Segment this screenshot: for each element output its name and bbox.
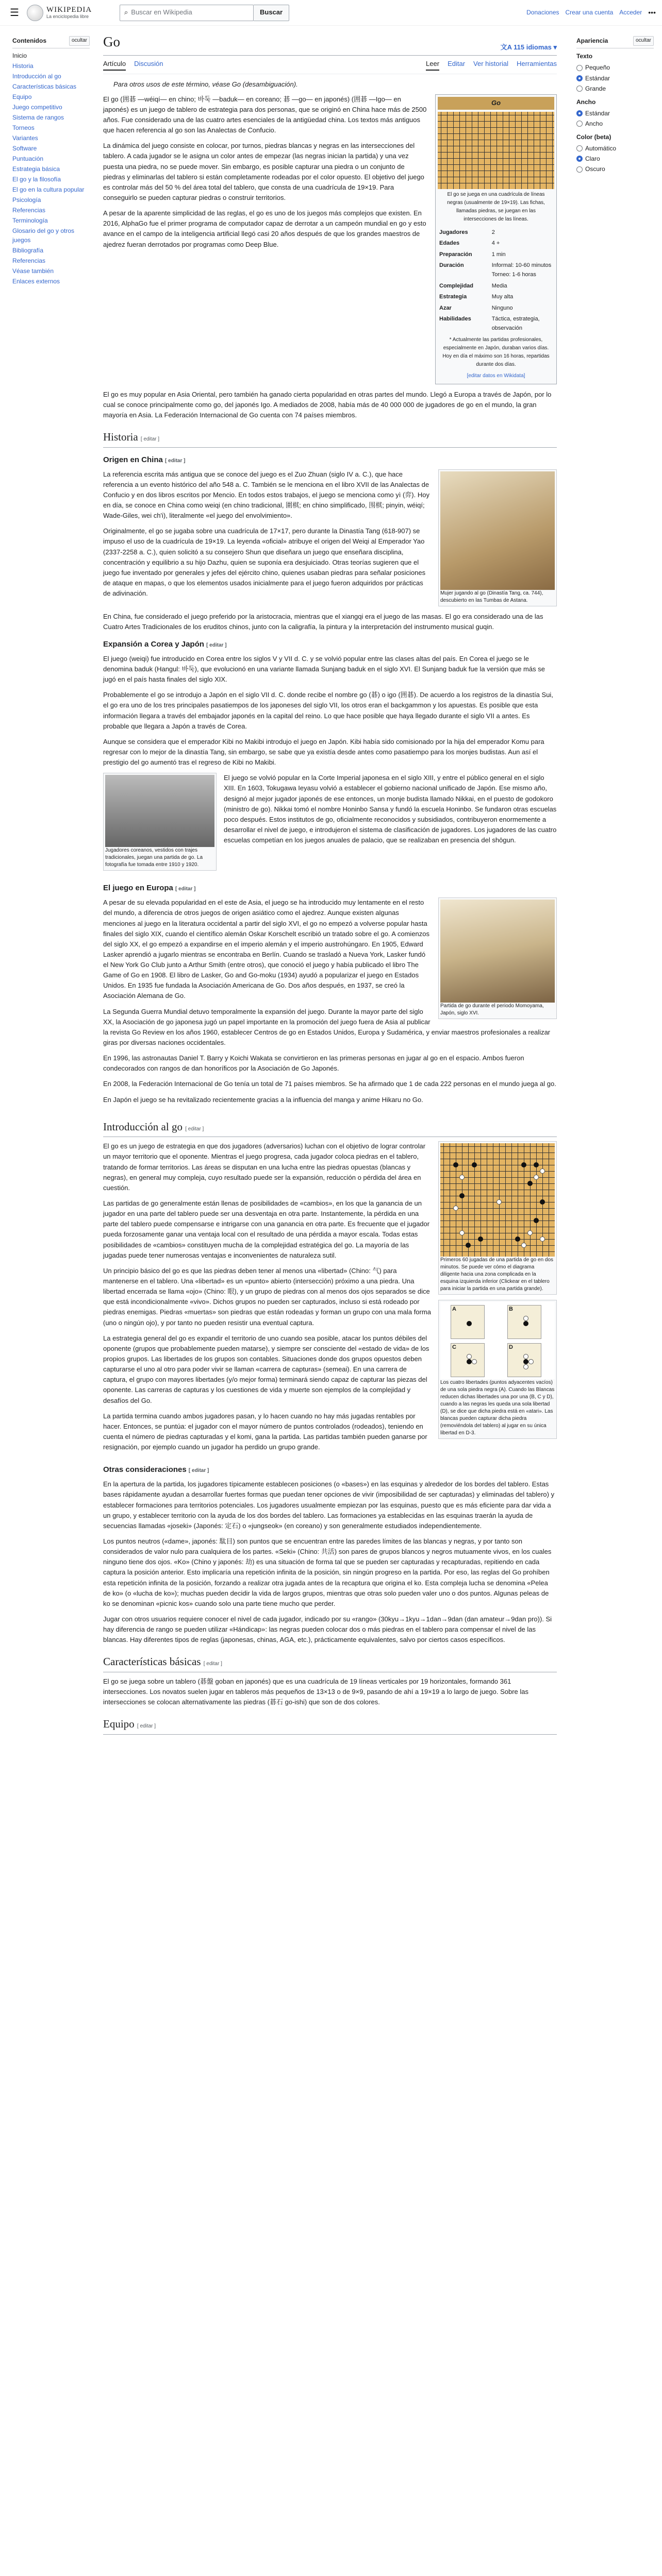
color-option[interactable] bbox=[576, 143, 654, 154]
subsection-corea bbox=[103, 638, 557, 651]
more-options-icon[interactable]: ••• bbox=[648, 8, 656, 17]
width-option[interactable] bbox=[576, 108, 654, 118]
paragraph: La partida termina cuando ambos jugadores pasan, y lo hacen cuando no hay más jugadas rentables por hacer. Entonces, se puntúa: el jugador con el mayor número de puntos controlados (rodeados), teniendo en cuenta el número de piedras capturadas y el komi, gana la partida. Las partidas también pueden ganarse por resignación, por ejemplo cuando un jugador ha perdido un grupo grande. bbox=[103, 1412, 427, 1451]
paragraph: Los puntos neutros («dame», japonés: 駄目) son puntos que se encuentran entre las paredes límites de las blancas y negras, y por tanto son considerados de valor nulo para cualquiera de los partes. «Seki» (Chino: 共活) son pares de grupos blancos y negros mutuamente vivos, en los cuales ninguno tiene dos ojos. «Ko» (Chino y japonés: 劫) es una situación de forma tal que se pueden ser capturadas y recapturadas, repitiendo en cada captura la posición anterior. Esto implicaría una repetición infinita de la posición, sin ningún progreso en la partida. Por eso, las reglas del Go prohíben esta repetición infinita de la posición, forzando a realizar otra jugada antes de la recaptura que origina el ko. Esta compleja lucha se denomina «Pelea de ko» (o «lucha de ko»); muchas pueden decidir la vida de largos grupos, mientras que otras solo pueden valer uno o dos puntos. Algunas peleas de ko se denominan «picnic kos» cuando solo una parte tiene mucho que perder. bbox=[103, 1537, 552, 1607]
figure-liberties bbox=[438, 1300, 557, 1439]
infobox-key: Estrategia bbox=[439, 294, 467, 300]
text-size-label: Texto bbox=[576, 53, 593, 60]
intro-paragraph: La dinámica del juego consiste en colocar, por turnos, piedras blancas y negras en las intersecciones del tablero. A cada jugador se le asigna un color antes de empezar (las negras inician la partida) y una vez puesta una piedra, no se puede mover. Sin embargo, es posible capturar una piedra o un conjunto de piedras y eliminarlas del tablero si están completamente rodeadas por el color opuesto. El objetivo del juego es controlar más del 50 % del área total del tablero, que consta de una cuadrícula de 19×19. Para conseguirlo se pueden capturar piedras o construir territorios. bbox=[103, 142, 424, 202]
go-stone bbox=[459, 1175, 465, 1180]
toc-item[interactable]: Enlaces externos bbox=[12, 278, 60, 285]
option-label: Oscuro bbox=[585, 165, 605, 173]
paragraph: En Japón el juego se ha revitalizado recientemente gracias a la influencia del manga y anime Hikaru no Go. bbox=[103, 1095, 423, 1104]
paragraph: Probablemente el go se introdujo a Japón en el siglo VII d. C. donde recibe el nombre go (碁) o igo (囲碁). De acuerdo a los registros de la dinastía Sui, el go era uno de los tres principales pasatiempos de los japoneses del siglo VII, los otros eran el backgammon y los apuestas. Es posible que esta información llegara a través del embajador japonés en la capital del reino. Lo que hace posible que haya llegado durante el siglo VII a antes. Es probable que llegara a Japón a través de Corea. bbox=[103, 691, 553, 730]
search-form bbox=[120, 5, 289, 21]
go-stone bbox=[534, 1162, 539, 1167]
go-stone bbox=[540, 1199, 545, 1205]
toc-item[interactable]: Véase también bbox=[12, 267, 54, 275]
tab-read[interactable]: Leer bbox=[426, 59, 439, 71]
infobox-value: 4 + bbox=[491, 240, 500, 247]
infobox-key: Preparación bbox=[439, 251, 472, 258]
infobox-key: Complejidad bbox=[439, 282, 474, 289]
paragraph: Aunque se considera que el emperador Kibi no Makibi introdujo el juego en Japón. Kibi había sido comisionado por la hija del emperador Komu para regresar con lo mejor de la dinastía Tang, sin embargo, se sabe que ya existía desde antes como pasatiempo para los monjes budistas. Aun así el prestigio del go aumentó tras el regreso de Kibi no Makibi. bbox=[103, 737, 544, 767]
panel-letter: B bbox=[509, 1306, 513, 1313]
section-caracteristicas bbox=[103, 1653, 557, 1672]
radio-button[interactable] bbox=[576, 110, 583, 116]
subsection-title: Otras consideraciones bbox=[103, 1465, 187, 1475]
appearance-header bbox=[576, 36, 654, 48]
option-label: Pequeño bbox=[585, 64, 610, 72]
text-option[interactable] bbox=[576, 73, 654, 83]
logo-tagline: La enciclopedia libre bbox=[46, 13, 89, 19]
edit-link[interactable]: [ editar ] bbox=[188, 1468, 209, 1474]
infobox-value: 2 bbox=[491, 229, 495, 235]
paragraph: Un principio básico del go es que las piedras deben tener al menos una «libertad» (Chino: 气) para mantenerse en el tablero. Una «libertad» es un «punto» abierto (intersección) próximo a una piedra. Una libertad encerrada se llama «ojo» (Chino: 眼), y un grupo de piedras con al menos dos ojos separados se dice que está incondicionalmente «vivo». Dichos grupos no pueden ser capturados, incluso si está rodeado por piedras enemigas. Piedras «muertas» son piedras que están rodeadas y forman un grupo con una mala forma (uno o ningún ojo), y por tanto no pueden resistir una eventual captura. bbox=[103, 1266, 431, 1327]
toc-item[interactable]: Estrategia básica bbox=[12, 165, 60, 173]
figure-animated-game bbox=[438, 1141, 557, 1295]
infobox-key: Duración bbox=[439, 262, 464, 269]
infobox-title: Go bbox=[438, 97, 554, 110]
black-stone bbox=[523, 1359, 528, 1364]
search-placeholder: Buscar en Wikipedia bbox=[131, 8, 192, 16]
color-option[interactable] bbox=[576, 154, 654, 164]
page-title: Go bbox=[103, 34, 120, 49]
toc-item[interactable]: Introducción al go bbox=[12, 73, 61, 80]
infobox-key: Azar bbox=[439, 304, 452, 311]
go-stone bbox=[540, 1168, 545, 1174]
toc-item[interactable]: Torneos bbox=[12, 124, 35, 132]
toc-hide-button[interactable]: ocultar bbox=[69, 36, 90, 46]
wikipedia-logo[interactable] bbox=[27, 5, 109, 21]
option-label: Ancho bbox=[585, 120, 603, 128]
main-menu-icon[interactable]: ☰ bbox=[10, 7, 19, 19]
paragraph: En la apertura de la partida, los jugadores típicamente establecen posiciones (o «bases») en las esquinas y alrededor de los bordes del tablero. Estas bases rápidamente ayudan a desarrollar fuertes formas que puedan tener opciones de vivir (imposibilidad de ser capturadas) y eliminadas del tablero) y establecer formaciones para territorios potenciales. Los jugadores usualmente empiezan por las esquinas, puesto que es más eficiente para dar vida a un grupo, y establecer territorio con la ayuda de los dos bordes del tablero. Las formaciones ya establecidas en las esquinas traerán la ayuda de secuencias llamadas «joseki» (Japonés: 定石) o «jungseok» (en coreano) y son generalmente estudiados independientemente. bbox=[103, 1480, 555, 1530]
korean-players-photo[interactable] bbox=[105, 775, 214, 847]
toc-item[interactable]: Historia bbox=[12, 62, 34, 70]
go-stone bbox=[453, 1206, 458, 1211]
animated-game-board[interactable] bbox=[440, 1143, 555, 1257]
tab-edit[interactable]: Editar bbox=[448, 60, 466, 68]
search-icon: ⌕ bbox=[124, 8, 128, 16]
text-size-options bbox=[576, 62, 654, 94]
go-stone bbox=[521, 1162, 526, 1167]
figure-momoyama bbox=[438, 897, 557, 1019]
infobox-value: 1 min bbox=[491, 251, 506, 258]
liberties-diagram[interactable] bbox=[440, 1302, 555, 1379]
liberties-panel bbox=[507, 1305, 541, 1339]
search-button[interactable]: Buscar bbox=[254, 5, 289, 21]
intro-paragraph: El go (囲碁 —wéiqí— en chino; 바둑 —baduk— en coreano; 碁 —go— en japonés) (囲碁 —Igo— en japonés) es un juego de tablero de estrategia para dos personas, que se originó en China hace más de 2500 años. Fue considerado una de las cuatro artes esenciales de la antigüedad china. Los textos más antiguos que hacen referencia al go son las Analectas de Confucio. bbox=[103, 95, 427, 134]
infobox-row bbox=[438, 238, 554, 249]
toc-list bbox=[12, 50, 90, 286]
intro-paragraph: El go es muy popular en Asia Oriental, pero también ha ganado cierta popularidad en otras partes del mundo. Llegó a Europa a través de Japón, por lo cual se conoce principalmente como go, del japonés Igo. A mediados de 2008, había más de 40 000 000 de jugadores de go en el mundo, la gran mayoría en Asia. La Federación Internacional de Go cuenta con 74 países miembros. bbox=[103, 390, 552, 419]
radio-button[interactable] bbox=[576, 86, 583, 92]
toc-item[interactable]: Variantes bbox=[12, 134, 38, 142]
appearance-title: Apariencia bbox=[576, 37, 608, 44]
appearance-panel bbox=[576, 36, 654, 175]
section-title: Equipo bbox=[103, 1718, 135, 1731]
infobox-row bbox=[438, 227, 554, 239]
infobox-row bbox=[438, 314, 554, 334]
toc-item[interactable]: Bibliografía bbox=[12, 247, 44, 255]
paragraph: A pesar de su elevada popularidad en el este de Asia, el juego se ha introducido muy lentamente en el resto del mundo, a diferencia de otros juegos de origen asiático como el ajedrez. Aunque existen algunas menciones al juego en la literatura occidental a partir del siglo XVI, el go no empezó a volverse popular hasta finales del siglo XIX, cuando el científico alemán Oskar Korschelt escribió un tratado sobre el go. A comienzos del siglo XX, el go empezó a expandirse en el imperio alemán y el imperio austrohúngaro. En 1905, Edward Lasker aprendió a jugarlo mientras se encontraba en Berlín. Cuando se trasladó a Nueva York, Lasker fundó el New York Go Club junto a Arthur Smith (entre otros), que conoció el juego y había publicado el libro The Game of Go en 1908. El libro de Lasker, Go and Go-moku (1934) ayudó a popularizar el juego en Estados Unidos. En 1935 fue fundada la Asociación Americana de Go. Dos años después, en 1937, se creó la Asociación Alemana de Go. bbox=[103, 899, 430, 1000]
toc-item[interactable]: Referencias bbox=[12, 257, 46, 265]
figure-tang bbox=[438, 469, 557, 606]
go-stone bbox=[478, 1236, 483, 1242]
paragraph: El juego se volvió popular en la Corte Imperial japonesa en el siglo XIII, y entre el público general en el siglo XIII. En 1603, Tokugawa Ieyasu volvió a establecer el gobierno nacional unificado de Japón. Ese mismo año, designó al mejor jugador japonés de ese entonces, un monje budista llamado Nikkai, en el puesto de godokoro (ministro de go). Nikkai tomó el nombre Honinbo Sansa y fundó la escuela Honinbo. Se fundaron otras escuelas poco después. Estos institutos de go, oficialmente reconocidos y subsidiados, contribuyeron enormemente a desarrollar el nivel de juego, e introdujeron el sistema de clasificación de jugadores. Los jugadores de las cuatro escuelas competían en los juegos anuales de palacio, que se realizaban en presencia del shōgun. bbox=[224, 774, 557, 844]
option-label: Claro bbox=[585, 155, 600, 163]
figure-caption: Primeros 60 jugadas de una partida de go en dos minutos. Se puede ver cómo el diagrama diligente hacia una zona complicada en la esquina izquierda inferior (Clickear en el tablero para iniciar la partida en una partida grande). bbox=[440, 1257, 554, 1292]
text-option[interactable] bbox=[576, 83, 654, 94]
infobox-note: * Actualmente las partidas profesionales, especialmente en Japón, duraban varios días. Hoy en día el máximo son 16 horas, repartidas durante dos días. bbox=[442, 336, 550, 367]
section-historia bbox=[103, 429, 557, 448]
width-options bbox=[576, 108, 654, 129]
figures-right-column bbox=[438, 1141, 557, 1439]
toc-item[interactable]: Características básicas bbox=[12, 83, 77, 91]
paragraph: La estrategia general del go es expandir el territorio de uno cuando sea posible, atacar los puntos débiles del oponente (grupos que probablemente pueden matarse), y siempre ser consciente del «estado de vida» de los propios grupos. Las libertades de los grupos son contables. Situaciones donde dos grupos opuestos deben capturarse el uno al otro para poder vivir se llaman «carrera de capturas» (semeai). En una carrera de captura, el grupo con mayores libertades (y/o mejor forma) terminará siendo capaz de capturar las piezas del oponente. Las carreras de capturas y los cuestiones de vida y muerte son ejemplos de la complejidad y desafíos del Go. bbox=[103, 1334, 429, 1404]
figure-caption: Los cuatro libertades (puntos adyacentes vacíos) de una sola piedra negra (A). Cuando las Blancas reducen dichas libertades una por una (B, C y D), cuando a las negras les queda una sola libertad (D), se dice que dicha piedra está en «atari». Las blancas pueden capturar dicha piedra (removiéndola del tablero) al jugar en su única libertad en D-3. bbox=[440, 1380, 555, 1436]
globe-icon bbox=[27, 5, 43, 21]
infobox bbox=[435, 94, 557, 384]
infobox-row bbox=[438, 260, 554, 280]
white-stone bbox=[523, 1316, 528, 1321]
infobox-row bbox=[438, 281, 554, 292]
edit-link[interactable]: [ editar ] bbox=[140, 436, 160, 442]
option-label: Grande bbox=[585, 85, 606, 93]
translate-icon: 文A bbox=[500, 43, 514, 52]
toc-item[interactable]: Referencias bbox=[12, 207, 46, 214]
article-content bbox=[103, 31, 557, 1739]
go-stone bbox=[534, 1218, 539, 1223]
page-tabs bbox=[103, 56, 557, 74]
edit-link[interactable]: [ editar ] bbox=[137, 1723, 156, 1730]
liberties-panel bbox=[451, 1305, 485, 1339]
toc-item[interactable]: Glosario del go y otros juegos bbox=[12, 227, 75, 244]
infobox-value: Informal: 10-60 minutos Torneo: 1-6 horas bbox=[491, 262, 552, 278]
toc-item[interactable]: Puntuación bbox=[12, 155, 44, 163]
radio-button[interactable] bbox=[576, 121, 583, 127]
subsection-origen bbox=[103, 454, 557, 466]
infobox-key: Habilidades bbox=[439, 316, 471, 323]
figure-korea bbox=[103, 773, 217, 871]
radio-button[interactable] bbox=[576, 75, 583, 81]
section-equipo bbox=[103, 1716, 557, 1735]
go-stone bbox=[466, 1243, 471, 1248]
infobox-table bbox=[438, 227, 554, 334]
option-label: Automático bbox=[585, 144, 617, 152]
create-account-link[interactable]: Crear una cuenta bbox=[565, 8, 614, 16]
text-option[interactable] bbox=[576, 62, 654, 73]
paragraph: La Segunda Guerra Mundial detuvo temporalmente la expansión del juego. Durante la mayor parte del siglo XX, la Asociación de go japonesa jugó un papel importante en la promoción del juego fuera de Asia al publicar la revista Go Review en los años 1960, establecer Centros de go en Estados Unidos, Europa y Sudamérica, y enviar maestros profesionales a realizar giras por diversas naciones occidentales. bbox=[103, 1007, 551, 1047]
black-stone bbox=[467, 1321, 472, 1326]
go-stone bbox=[453, 1162, 458, 1167]
edit-link[interactable]: [ editar ] bbox=[185, 1126, 204, 1132]
toc-title: Contenidos bbox=[12, 37, 46, 44]
appearance-hide-button[interactable]: ocultar bbox=[633, 36, 654, 46]
toc-item[interactable]: El go en la cultura popular bbox=[12, 186, 85, 194]
toc-item[interactable]: Juego competitivo bbox=[12, 104, 62, 111]
radio-button[interactable] bbox=[576, 156, 583, 162]
section-title: Introducción al go bbox=[103, 1120, 183, 1133]
subsection-title: Origen en China bbox=[103, 455, 163, 464]
toc-item[interactable]: Sistema de rangos bbox=[12, 114, 64, 122]
infobox-value: Media bbox=[491, 282, 507, 289]
width-label: Ancho bbox=[576, 98, 596, 106]
infobox-caption: El go se juega en una cuadrícula de líneas negras (usualmente de 19×19). Las fichas, llamadas piedras, se juegan en las intersecciones de las líneas. bbox=[447, 191, 545, 222]
go-stone bbox=[459, 1230, 465, 1235]
liberties-panel bbox=[507, 1343, 541, 1377]
site-header bbox=[0, 0, 662, 26]
paragraph: En 1996, las astronautas Daniel T. Barry y Koichi Wakata se convirtieron en las primeras personas en jugar al go en el espacio. Ambos fueron condecorados con rangos de dan honoríficos por la Asociación de Go Japonés. bbox=[103, 1054, 524, 1073]
subsection-title: El juego en Europa bbox=[103, 884, 173, 893]
edit-link[interactable]: [ editar ] bbox=[165, 457, 186, 464]
paragraph: El go se juega sobre un tablero (碁盤 goban en japonés) que es una cuadrícula de 19 líneas verticales por 19 horizontales, formando 361 intersecciones. Los novatos suelen jugar en tableros más pequeños de 13×13 o de 9×9, pasando de ahí a 19×19 a lo largo de juego. Sobre las intersecciones se colocan alternativamente las piedras (碁石 go-ishi) que son de dos colores. bbox=[103, 1677, 529, 1706]
toc-item[interactable]: Terminología bbox=[12, 217, 48, 225]
figure-caption: Jugadores coreanos, vestidos con trajes tradicionales, juegan una partida de go. La fotografía fue tomada entre 1910 y 1920. bbox=[105, 848, 203, 868]
momoyama-painting-image[interactable] bbox=[440, 900, 555, 1003]
option-label: Estándar bbox=[585, 109, 610, 117]
black-stone bbox=[467, 1359, 472, 1364]
figure-caption: Mujer jugando al go (Dinastía Tang, ca. 744), descubierto en las Tumbas de Astana. bbox=[440, 590, 543, 603]
title-row bbox=[103, 31, 557, 56]
panel-letter: C bbox=[452, 1344, 456, 1351]
color-options bbox=[576, 143, 654, 175]
width-option[interactable] bbox=[576, 118, 654, 129]
edit-link[interactable]: [ editar ] bbox=[203, 1661, 222, 1667]
table-of-contents bbox=[12, 36, 90, 286]
radio-button[interactable] bbox=[576, 145, 583, 151]
paragraph: Jugar con otros usuarios requiere conocer el nivel de cada jugador, indicado por su «rango» (30kyu→1kyu→1dan→9dan (dan amateur→9dan pro)). Si hay diferencia de rango se pueden utilizar «Hándicap»: las negras pueden colocar dos o más piedras en el tablero para compensar el nivel de las blancas. Hay diferentes tipos de reglas (japonesas, chinas, AGA, etc.), prácticamente equivalentes, salvo por ciertos casos específicos. bbox=[103, 1615, 552, 1644]
color-label: Color (beta) bbox=[576, 133, 611, 141]
go-stone bbox=[540, 1236, 545, 1242]
tab-tools[interactable]: Herramientas bbox=[516, 60, 557, 68]
toc-item[interactable]: Equipo bbox=[12, 93, 32, 101]
infobox-row bbox=[438, 292, 554, 303]
donate-link[interactable]: Donaciones bbox=[526, 8, 559, 16]
login-link[interactable]: Acceder bbox=[619, 8, 642, 16]
search-input[interactable] bbox=[120, 5, 254, 21]
go-board-image[interactable] bbox=[438, 112, 554, 189]
infobox-value: Táctica, estrategia, observación bbox=[491, 316, 540, 331]
toc-item[interactable]: Software bbox=[12, 145, 37, 152]
edit-link[interactable]: [ editar ] bbox=[175, 886, 196, 892]
paragraph: Originalmente, el go se jugaba sobre una cuadrícula de 17×17, pero durante la Dinastía Tang (618-907) se impuso el uso de la cuadrícula de 19×19. La leyenda «oficial» atribuye el origen del Weiqi al Emperador Yao (2337-2258 a. C.), quien solicitó a su consejero Shun que diseñara un juego que enseñara disciplina, concentración y equilibrio a su hijo Dazhu, quien se suponía era desjuiciado. Otras teorías sugieren que el juego fue inventado por generales y jefes del ejército chino, quienes usaban piedras para señalar posiciones de ataque en mapas, o que los elementos usados inicialmente para el juego fueron adquiridos por prácticas de adivinación. bbox=[103, 527, 426, 598]
subsection-otras bbox=[103, 1464, 557, 1476]
subsection-europa bbox=[103, 882, 557, 894]
infobox-row bbox=[438, 249, 554, 261]
go-stone bbox=[472, 1162, 477, 1167]
white-stone bbox=[472, 1359, 477, 1364]
section-title: Características básicas bbox=[103, 1655, 201, 1668]
white-stone bbox=[523, 1354, 528, 1359]
white-stone bbox=[528, 1359, 534, 1364]
languages-button[interactable]: 文A 115 idiomas ▾ bbox=[500, 43, 557, 52]
go-stone bbox=[459, 1193, 465, 1198]
toc-item[interactable]: Inicio bbox=[12, 52, 27, 60]
paragraph: En 2008, la Federación Internacional de Go tenía un total de 71 países miembros. Se ha afirmado que 1 de cada 222 personas en el mundo juega al go. bbox=[103, 1080, 556, 1088]
toc-header bbox=[12, 36, 90, 48]
logo-wordmark: WIKIPEDIA bbox=[46, 6, 92, 14]
tab-history[interactable]: Ver historial bbox=[473, 60, 508, 68]
panel-letter: D bbox=[509, 1344, 513, 1351]
subsection-title: Expansión a Corea y Japón bbox=[103, 639, 204, 649]
toc-item[interactable]: El go y la filosofía bbox=[12, 176, 61, 183]
edit-link[interactable]: [ editar ] bbox=[206, 642, 227, 648]
paragraph: El go es un juego de estrategia en que dos jugadores (adversarios) luchan con el objetivo de lograr controlar un mayor territorio que el oponente. Mientras el juego progresa, cada jugador coloca piedras en el tablero, tratando de formar territorios. Las áreas se disputan en una lucha entre las piedras opuestas (blancas y negras), en general muy compleja, cuyo resultado puede ser la expansión, reducción o pérdida del área en cuestión. bbox=[103, 1142, 426, 1192]
hatnote: Para otros usos de este término, véase Go (desambiguación). bbox=[113, 80, 298, 88]
radio-button[interactable] bbox=[576, 65, 583, 71]
infobox-edit-link[interactable]: [editar datos en Wikidata] bbox=[467, 372, 525, 379]
section-title: Historia bbox=[103, 430, 138, 443]
color-option[interactable] bbox=[576, 164, 654, 174]
white-stone bbox=[467, 1354, 472, 1359]
radio-button[interactable] bbox=[576, 166, 583, 173]
intro-paragraph: A pesar de la aparente simplicidad de las reglas, el go es uno de los juegos más complejos que existen. En 2016, AlphaGo fue el primer programa de computador capaz de derrotar a un campeón mundial en go y esto avance en el campo de la inteligencia artificial llegó casi 20 años después de que los grandes maestros de ajedrez fueran derrotados por programas como Deep Blue. bbox=[103, 209, 426, 248]
tab-article[interactable]: Artículo bbox=[103, 59, 126, 71]
go-stone bbox=[527, 1181, 533, 1186]
panel-letter: A bbox=[452, 1306, 456, 1313]
infobox-key: Edades bbox=[439, 240, 460, 247]
black-stone bbox=[523, 1321, 528, 1326]
white-stone bbox=[523, 1364, 528, 1369]
toc-item[interactable]: Psicología bbox=[12, 196, 41, 204]
infobox-key: Jugadores bbox=[439, 229, 468, 235]
tab-discussion[interactable]: Discusión bbox=[134, 60, 163, 68]
tang-painting-image[interactable] bbox=[440, 471, 555, 590]
paragraph: El juego (weiqi) fue introducido en Corea entre los siglos V y VII d. C. y se volvió popular entre las clases altas del país. En Corea el juego se le denomina baduk (Hangul: 바둑), que evolucionó en una variante llamada Sunjang baduk en el siglo XVI. El Sunjang baduk fue la versión que más se jugó en el país hasta finales del siglo XIX. bbox=[103, 654, 545, 684]
infobox-row bbox=[438, 303, 554, 314]
paragraph: La referencia escrita más antigua que se conoce del juego es el Zuo Zhuan (siglo IV a. C.), que hace referencia a un evento histórico del año 548 a. C. También se le menciona en el libro XVII de las Analectas de Confucio y en dos libros escritos por Mencio. En todos estos trabajos, el juego se menciona como yì (弈). Hoy en día, se conoce en China como weiqi (en chino tradicional, 圍棋; en chino simplificado, 围棋; pinyin, wéiqí; Wade-Giles, wei ch'i), literalmente «el juego del envolvimiento». bbox=[103, 470, 429, 520]
go-stone bbox=[521, 1243, 526, 1248]
paragraph: En China, fue considerado el juego preferido por la aristocracia, mientras que el xiangqi era el juego de las masas. El go era considerado una de las Cuatro Artes Tradicionales de los eruditos chinos, junto con la caligrafía, la pintura y la interpretación del instrumento musical guqin. bbox=[103, 612, 543, 631]
infobox-value: Ninguno bbox=[491, 304, 513, 311]
figure-caption: Partida de go durante el periodo Momoyama, Japón, siglo XVI. bbox=[440, 1003, 544, 1016]
section-introduccion bbox=[103, 1118, 557, 1138]
user-links bbox=[526, 7, 656, 18]
paragraph: Las partidas de go generalmente están llenas de posibilidades de «cambios», en los que la ganancia de un jugador en una parte del tablero puede ser una desventaja en otra parte. Instantemente, la pérdida en una parte del tablero puede compensarse e intrigarse con una ganancia en otra parte. Es frecuente que el jugador pueda forzosamente ganar una ventaja local con el resultado de una pérdida a mayor escala. Todas estas posibilidades de «cambios» constituyen mucha de la complejidad estratégica del go. La mayoría de las jugadas puede tener numerosas ventajas e inconvenientes de naturaleza sutil. bbox=[103, 1199, 430, 1259]
option-label: Estándar bbox=[585, 74, 610, 82]
go-stone bbox=[527, 1230, 533, 1235]
languages-label: 115 idiomas bbox=[514, 43, 552, 52]
infobox-value: Muy alta bbox=[491, 294, 514, 300]
liberties-panel bbox=[451, 1343, 485, 1377]
go-stone bbox=[515, 1236, 520, 1242]
go-stone bbox=[534, 1175, 539, 1180]
go-stone bbox=[496, 1199, 502, 1205]
